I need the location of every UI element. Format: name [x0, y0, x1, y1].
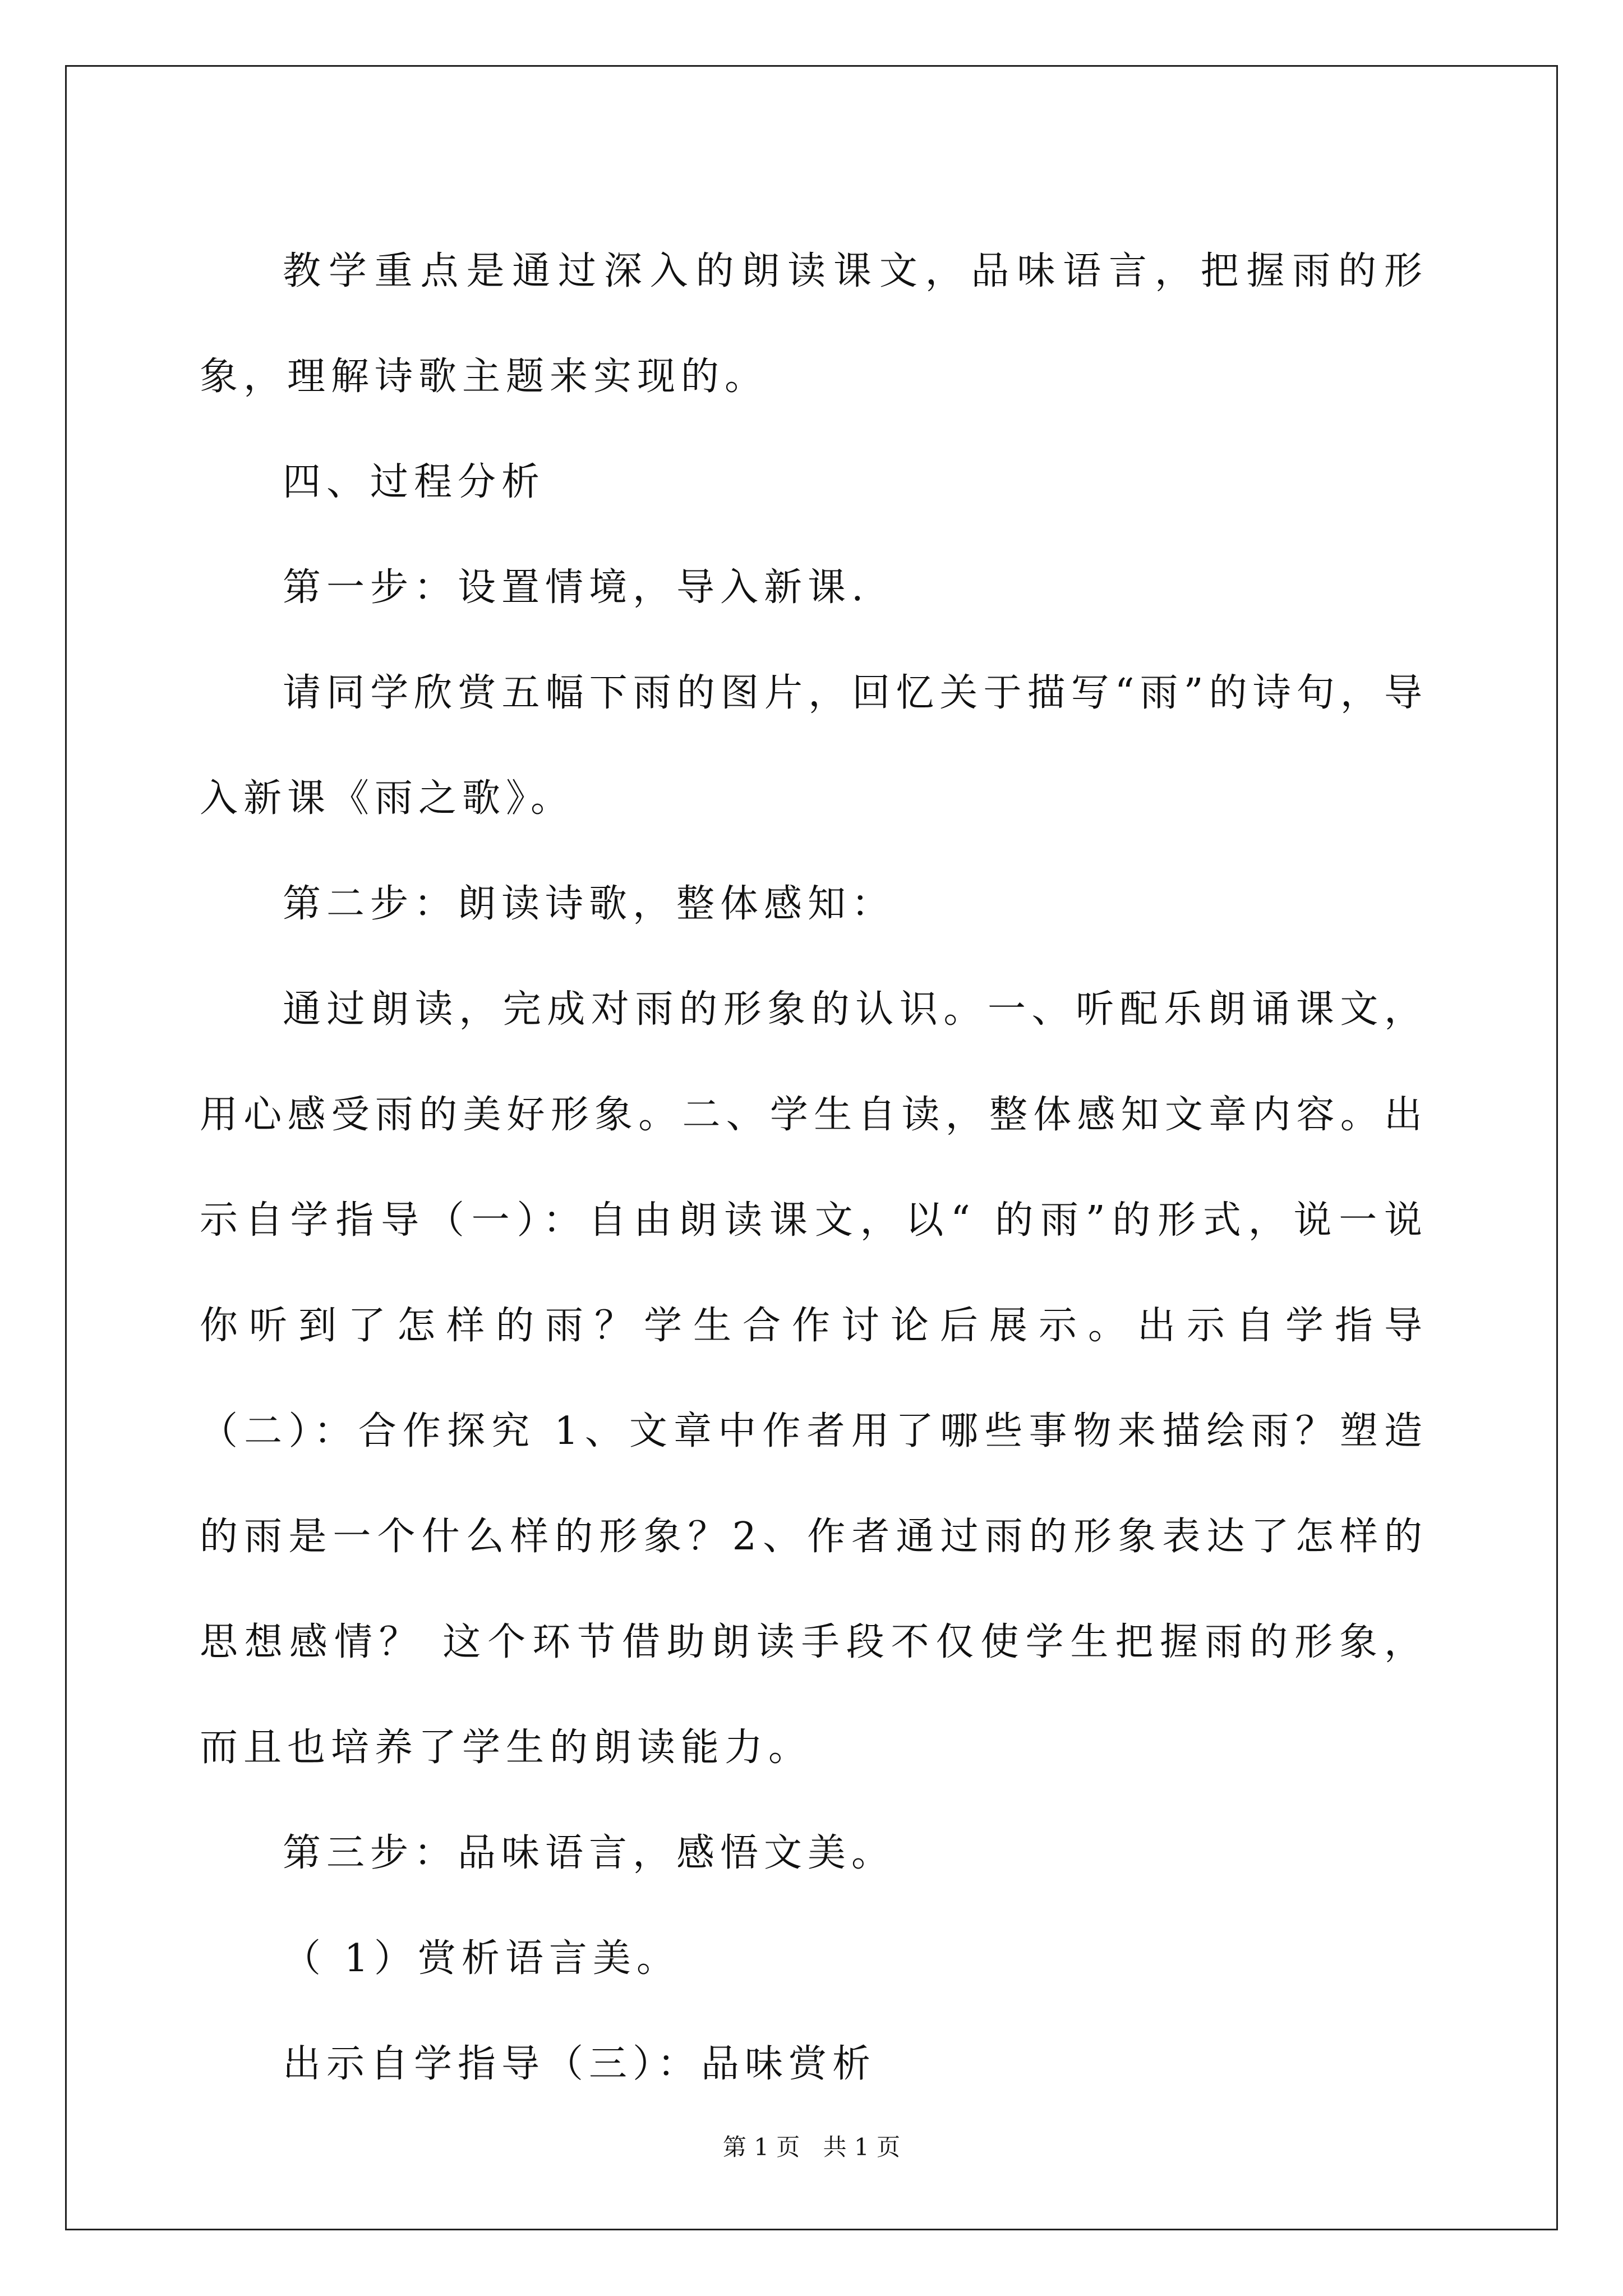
page-footer: [0, 2129, 1623, 2162]
document-body: [200, 219, 1428, 2117]
page-total: 共 1 页: [823, 2133, 901, 2161]
paragraph-step-two: 通过朗读，完成对雨的形象的认识。一、听配乐朗诵课文，用心感受雨的美好形象。二、学生自读，整体感知文章内容。出示自学指导（一）：自由朗读课文，以“ 的雨”的形式，说一说你听到了怎样的雨？学生合作讨论后展示。出示自学指导（二）：合作探究 1、文章中作者用了哪些事物来描绘雨？塑造的雨是一个什么样的形象？2、作者通过雨的形象表达了怎样的思想感情？ 这个环节借助朗读手段不仅使学生把握雨的形象，而且也培养了学生的朗读能力。: [200, 987, 1428, 1770]
heading-process-analysis: 四、过程分析: [283, 460, 546, 504]
step-three-heading: 第三步：品味语言，感悟文美。: [283, 1831, 896, 1875]
step-one-heading: 第一步：设置情境，导入新课.: [283, 565, 869, 610]
paragraph-teaching-focus: 教学重点是通过深入的朗读课文，品味语言，把握雨的形象，理解诗歌主题来实现的。: [200, 249, 1428, 399]
sub-heading-language-beauty: （ 1）赏析语言美。: [283, 1936, 680, 1981]
page-number: 第 1 页: [722, 2133, 800, 2161]
paragraph-guide-three: 出示自学指导（三）：品味赏析: [283, 2042, 877, 2086]
step-two-heading: 第二步：朗读诗歌，整体感知：: [283, 882, 896, 926]
paragraph-step-one: 请同学欣赏五幅下雨的图片，回忆关于描写“雨”的诗句，导入新课《雨之歌》。: [200, 671, 1428, 821]
